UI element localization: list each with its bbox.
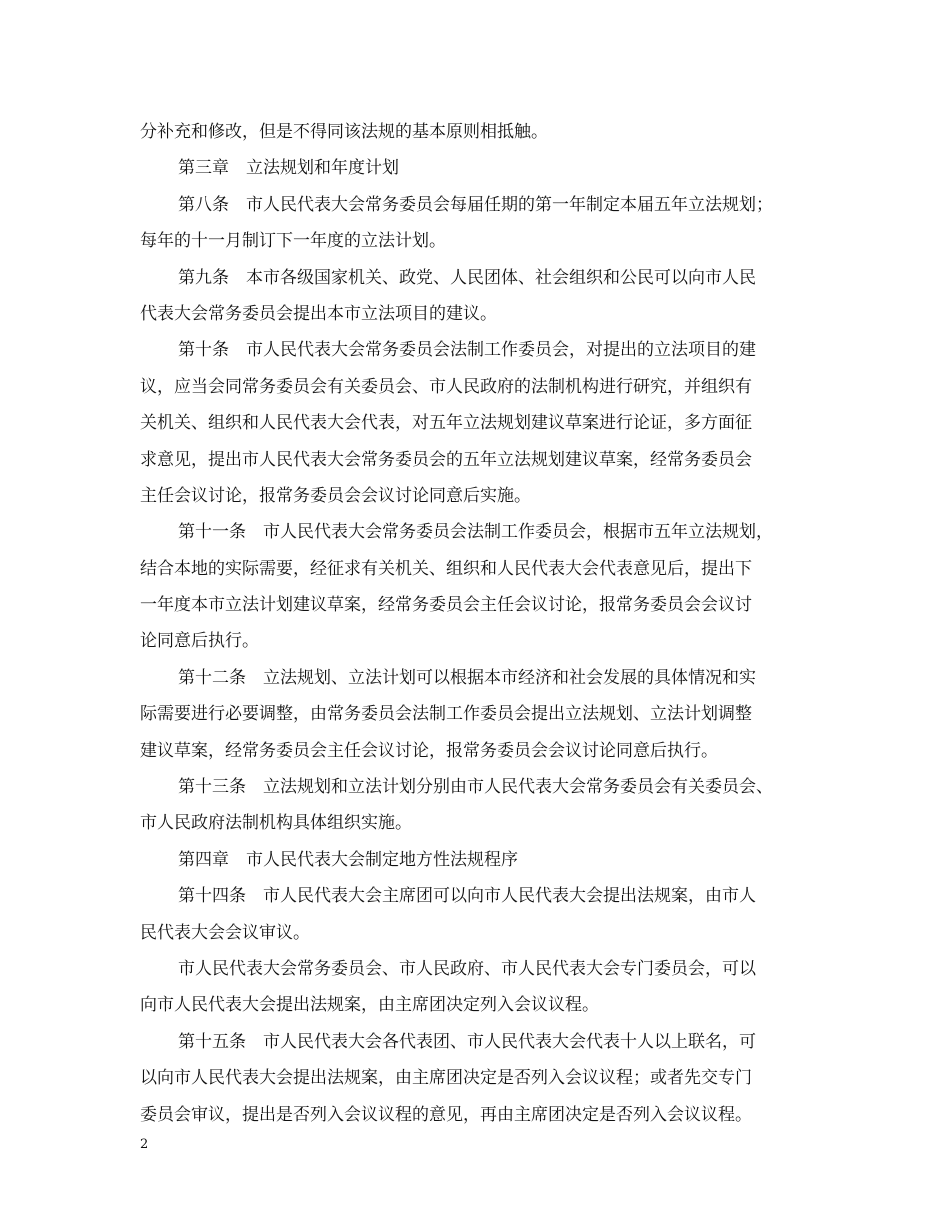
text-line: 求意见，提出市人民代表大会常务委员会的五年立法规划建议草案，经常务委员会 bbox=[140, 449, 752, 470]
text-line: 第三章 立法规划和年度计划 bbox=[178, 158, 399, 179]
text-line: 民代表大会会议审议。 bbox=[140, 922, 310, 943]
text-line: 第九条 本市各级国家机关、政党、人民团体、社会组织和公民可以向市人民 bbox=[178, 267, 756, 288]
text-line: 每年的十一月制订下一年度的立法计划。 bbox=[140, 231, 446, 252]
text-line: 第四章 市人民代表大会制定地方性法规程序 bbox=[178, 849, 518, 870]
text-line: 第十条 市人民代表大会常务委员会法制工作委员会，对提出的立法项目的建 bbox=[178, 340, 756, 361]
text-line: 建议草案，经常务委员会主任会议讨论，报常务委员会会议讨论同意后执行。 bbox=[140, 740, 718, 761]
text-line: 一年度本市立法计划建议草案，经常务委员会主任会议讨论，报常务委员会会议讨 bbox=[140, 595, 752, 616]
text-line: 第十四条 市人民代表大会主席团可以向市人民代表大会提出法规案，由市人 bbox=[178, 886, 756, 907]
text-line: 结合本地的实际需要，经征求有关机关、组织和人民代表大会代表意见后，提出下 bbox=[140, 558, 752, 579]
text-line: 分补充和修改，但是不得同该法规的基本原则相抵触。 bbox=[140, 122, 548, 142]
text-line: 第八条 市人民代表大会常务委员会每届任期的第一年制定本届五年立法规划； bbox=[178, 194, 773, 215]
text-line: 以向市人民代表大会提出法规案，由主席团决定是否列入会议议程；或者先交专门 bbox=[140, 1068, 752, 1089]
text-line: 议，应当会同常务委员会有关委员会、市人民政府的法制机构进行研究，并组织有 bbox=[140, 376, 752, 397]
text-line: 主任会议讨论，报常务委员会会议讨论同意后实施。 bbox=[140, 485, 531, 506]
text-line: 向市人民代表大会提出法规案，由主席团决定列入会议议程。 bbox=[140, 995, 599, 1016]
text-line: 委员会审议，提出是否列入会议议程的意见，再由主席团决定是否列入会议议程。 bbox=[140, 1104, 752, 1125]
page-number: 2 bbox=[140, 1137, 149, 1152]
text-line: 代表大会常务委员会提出本市立法项目的建议。 bbox=[140, 303, 497, 324]
text-line: 第十一条 市人民代表大会常务委员会法制工作委员会，根据市五年立法规划， bbox=[178, 522, 773, 543]
text-line: 市人民政府法制机构具体组织实施。 bbox=[140, 813, 412, 834]
text-line: 市人民代表大会常务委员会、市人民政府、市人民代表大会专门委员会，可以 bbox=[178, 958, 756, 979]
document-body bbox=[140, 114, 820, 1133]
text-line: 第十五条 市人民代表大会各代表团、市人民代表大会代表十人以上联名，可 bbox=[178, 1031, 756, 1052]
text-line: 论同意后执行。 bbox=[140, 631, 259, 652]
text-line: 际需要进行必要调整，由常务委员会法制工作委员会提出立法规划、立法计划调整 bbox=[140, 704, 752, 725]
text-line: 第十二条 立法规划、立法计划可以根据本市经济和社会发展的具体情况和实 bbox=[178, 667, 756, 688]
text-line: 第十三条 立法规划和立法计划分别由市人民代表大会常务委员会有关委员会、 bbox=[178, 777, 773, 798]
text-line: 关机关、组织和人民代表大会代表，对五年立法规划建议草案进行论证，多方面征 bbox=[140, 413, 752, 434]
